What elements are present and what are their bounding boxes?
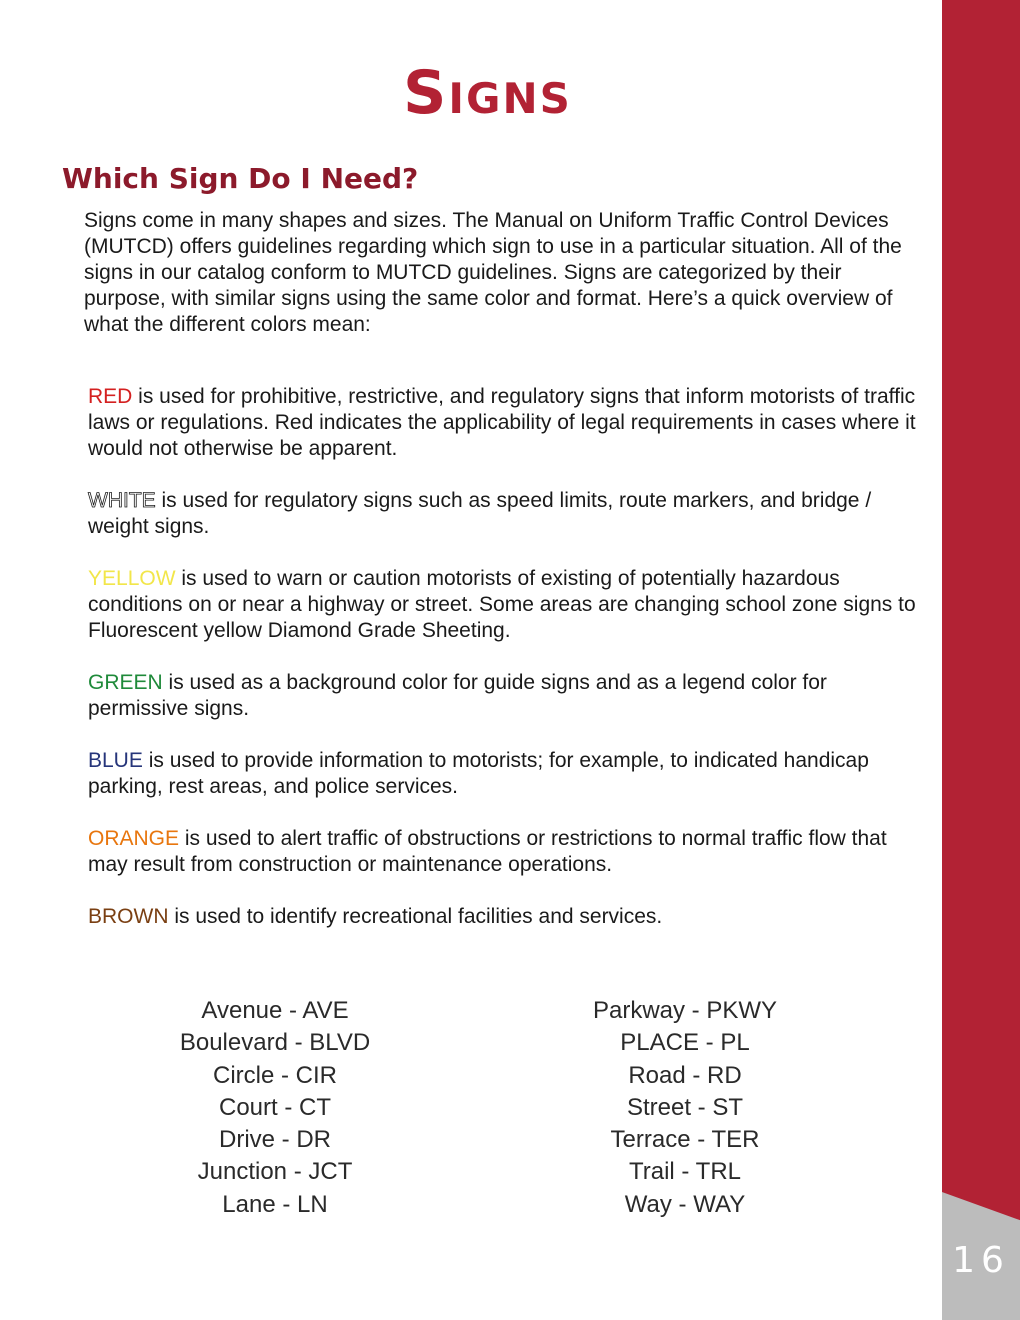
abbreviation-item: Trail - TRL xyxy=(628,1158,741,1186)
abbreviation-item: Street - ST xyxy=(626,1093,744,1121)
color-item-red xyxy=(88,384,918,462)
color-description: is used to alert traffic of obstructions or restrictions to normal traffic flow that may result from construction or maintenance operations. xyxy=(88,827,887,876)
side-accent-band xyxy=(942,0,1020,1320)
abbreviation-item: Boulevard - BLVD xyxy=(179,1029,371,1057)
page-number: 16 xyxy=(952,1240,1010,1281)
color-name: BLUE xyxy=(88,749,143,772)
color-item-brown xyxy=(88,904,918,930)
color-item-orange xyxy=(88,826,918,878)
color-description: is used to provide information to motorists; for example, to indicated handicap parking, rest areas, and police services. xyxy=(88,749,869,798)
color-description: is used for prohibitive, restrictive, and regulatory signs that inform motorists of traffic laws or regulations. Red indicates the applicability of legal requirements in cases where it would not otherwise be apparent. xyxy=(88,385,916,460)
color-item-white xyxy=(88,488,918,540)
color-item-blue xyxy=(88,748,918,800)
abbreviation-item: Avenue - AVE xyxy=(201,997,349,1024)
abbreviation-item: Way - WAY xyxy=(624,1190,746,1218)
abbreviation-item: Court - CT xyxy=(218,1093,331,1121)
abbreviation-item: Road - RD xyxy=(628,1061,742,1089)
color-name: RED xyxy=(88,385,133,408)
color-name: ORANGE xyxy=(88,827,180,850)
color-description: is used for regulatory signs such as speed limits, route markers, and bridge / weight signs. xyxy=(88,489,872,538)
color-item-yellow xyxy=(88,566,918,644)
abbreviation-item: Junction - JCT xyxy=(197,1158,353,1186)
abbreviation-item: PLACE - PL xyxy=(620,1029,750,1057)
color-meaning-list xyxy=(88,384,918,956)
color-name: GREEN xyxy=(88,671,163,694)
abbreviation-item: Drive - DR xyxy=(219,1126,331,1154)
intro-paragraph: Signs come in many shapes and sizes. The Manual on Uniform Traffic Control Devices (MUTCD) offers guidelines regarding which sign to use in a particular situation. All of the signs in our catalog conform to MUTCD guidelines. Signs are categorized by their purpose, with similar signs using the same color and format. Here’s a quick overview of what the different colors mean: xyxy=(84,209,902,336)
color-name: WHITE xyxy=(88,489,156,512)
abbreviation-item: Circle - CIR xyxy=(213,1061,337,1089)
abbreviation-list-right xyxy=(560,995,810,1221)
color-name: BROWN xyxy=(88,905,169,928)
abbreviation-item: Terrace - TER xyxy=(610,1126,760,1154)
abbreviation-item: Parkway - PKWY xyxy=(592,997,778,1024)
color-description: is used to identify recreational facilities and services. xyxy=(168,905,663,928)
color-description: is used as a background color for guide signs and as a legend color for permissive signs. xyxy=(88,671,827,720)
section-heading: Which Sign Do I Need? xyxy=(62,162,419,195)
page-title: Signs xyxy=(403,58,572,128)
color-item-green xyxy=(88,670,918,722)
abbreviation-item: Lane - LN xyxy=(222,1190,328,1218)
color-description: is used to warn or caution motorists of existing of potentially hazardous conditions on or near a highway or street. Some areas are changing school zone signs to Fluorescent yellow Diamond Grade Sheeting. xyxy=(88,567,916,642)
color-name: YELLOW xyxy=(88,567,176,590)
abbreviation-list-left xyxy=(150,995,400,1221)
